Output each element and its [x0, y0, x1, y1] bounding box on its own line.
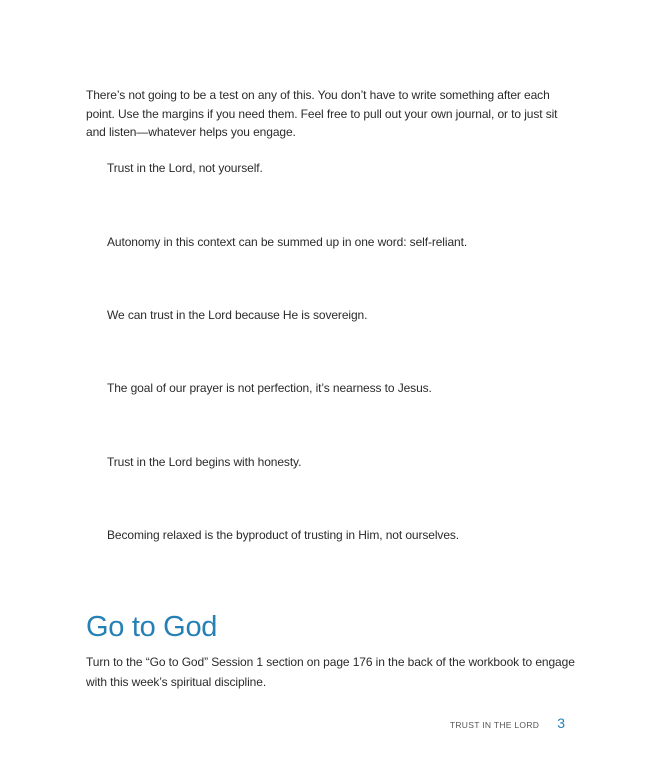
- page-number: 3: [557, 715, 565, 731]
- note-point: Trust in the Lord, not yourself.: [107, 161, 263, 175]
- page-footer: [450, 715, 565, 731]
- intro-paragraph: There’s not going to be a test on any of this. You don’t have to write something after each point. Use the margins if you need them. Feel free to pull out your own journal, or to just sit and listen—whatever helps you engage.: [86, 88, 558, 139]
- note-point: We can trust in the Lord because He is sovereign.: [107, 308, 368, 322]
- section-body: Turn to the “Go to God” Session 1 section on page 176 in the back of the workbook to engage with this week’s spiritual discipline.: [86, 655, 575, 689]
- section-title: Go to God: [86, 611, 218, 643]
- note-point: Trust in the Lord begins with honesty.: [107, 455, 302, 469]
- note-point: Autonomy in this context can be summed up in one word: self-reliant.: [107, 235, 468, 249]
- footer-running-title: TRUST IN THE LORD: [449, 720, 540, 730]
- note-point: Becoming relaxed is the byproduct of trusting in Him, not ourselves.: [107, 528, 460, 542]
- note-point: The goal of our prayer is not perfection, it’s nearness to Jesus.: [107, 381, 432, 395]
